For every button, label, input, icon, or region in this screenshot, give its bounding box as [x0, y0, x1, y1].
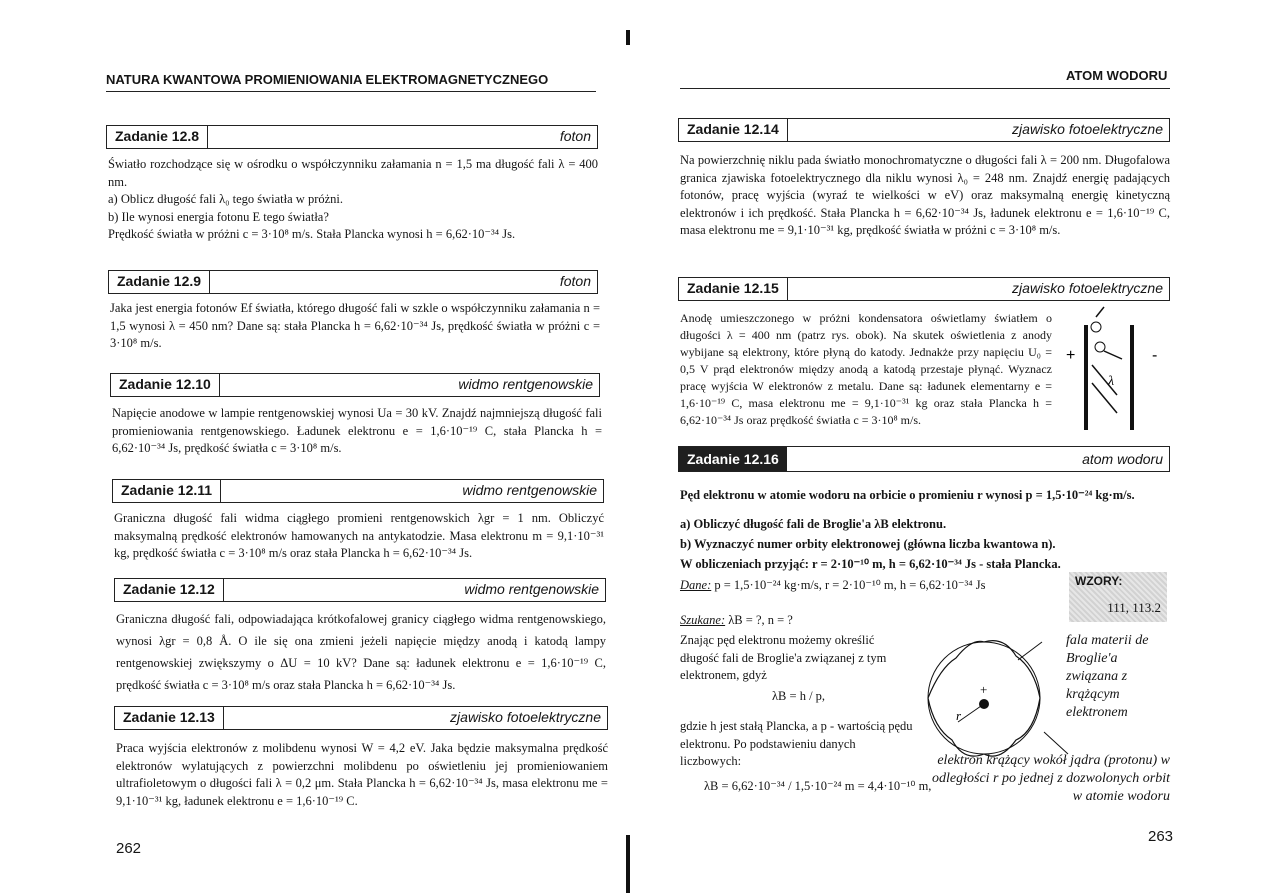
orbit-circle: [928, 642, 1040, 754]
problem-text-12-15: Anodę umieszczonego w próżni kondensatora oświetlamy światłem o długości λ = 400 nm (patrz rys. obok). Na skutek oświetlenia z anody wybijane są elektrony, które płyną do katody. Jednakże przy napięciu U₀ = 0,5 V prąd elektronów między anodą a katodą przestaje płynąć. Wyznacz pracę wyjścia W elektronów z metalu. Dane są: ładunek elementarny e = 1,6·10⁻¹⁹ C, masa elektronu me = 9,1·10⁻³¹ kg oraz stała Plancka h = 6,62·10⁻³⁴ Js oraz prędkość światła c = 3·10⁸ m/s.: [680, 311, 1052, 427]
solution-mid: gdzie h jest stałą Plancka, a p - wartością pędu elektronu. Po podstawieniu danych liczbowych:: [680, 719, 913, 768]
right-header-rule: [680, 88, 1170, 89]
radius-label: r: [956, 708, 962, 723]
given-data: Dane: p = 1,5·10⁻²⁴ kg·m/s, r = 2·10⁻¹⁰ m, h = 6,62·10⁻³⁴ Js: [680, 578, 986, 592]
problem-number: Zadanie 12.10: [111, 374, 220, 396]
formula-reference-box: [1069, 572, 1167, 622]
problem-topic: zjawisko fotoelektryczne: [1012, 280, 1163, 296]
right-page-header: ATOM WODORU: [1066, 68, 1168, 83]
problem-box-12-12: [114, 578, 606, 602]
problem-text-12-12: Graniczna długość fali, odpowiadająca krótkofalowej granicy ciągłego widma rentgenowskiego, wynosi λgr = 0,8 Å. O ile się ona zmieni jeżeli napięcie między anodą i katodą lampy rentgenowskiej zwiększymy o ΔU = 10 kV? Dane są: ładunek elektronu e = 1,6·10⁻¹⁹ C, prędkość światła c = 3·10⁸ m/s oraz stała Plancka h = 6,62·10⁻³⁴ Js.: [116, 612, 606, 692]
problem-number: Zadanie 12.15: [679, 278, 788, 300]
solution-result: λB = 6,62·10⁻³⁴ / 1,5·10⁻²⁴ m = 4,4·10⁻¹⁰ m,: [704, 779, 932, 793]
plus-sign: +: [1066, 347, 1076, 364]
left-header-rule: [106, 91, 596, 92]
left-page-number: 262: [116, 840, 142, 857]
capacitor-figure: [1062, 305, 1172, 435]
problem-box-12-11: [112, 479, 604, 503]
problem-statement-12-16: Pęd elektronu w atomie wodoru na orbicie o promieniu r wynosi p = 1,5·10⁻²⁴ kg·m/s.: [680, 488, 1135, 502]
problem-number: Zadanie 12.12: [115, 579, 224, 601]
electron-circle: [1095, 342, 1105, 352]
problem-topic: widmo rentgenowskie: [464, 581, 599, 597]
problem-text-12-14: Na powierzchnię niklu pada światło monochromatyczne o długości fali λ = 200 nm. Długofalowa granica zjawiska fotoelektrycznego dla niklu wynosi λ₀ = 248 nm. Znajdź energię padających fotonów, pracę wyjścia (wyraź te wielkości w eV) oraz maksymalną energię kinetyczną elektronów i ich prędkość. Stała Plancka h = 6,62·10⁻³⁴ Js, ładunek elektronu e = 1,6·10⁻¹⁹ C, masa elektronu me = 9,1·10⁻³¹ kg, prędkość światła w próżni c = 3·10⁸ m/s.: [680, 153, 1170, 237]
problem-number: Zadanie 12.9: [109, 271, 210, 293]
minus-sign: -: [1152, 347, 1158, 364]
problem-topic: atom wodoru: [1082, 451, 1163, 467]
gutter-mark: [626, 30, 630, 45]
electron-arrow: [1096, 307, 1104, 317]
formula-reference-label: WZORY:: [1075, 574, 1123, 588]
problem-text-12-9: Jaka jest energia fotonów Ef światła, którego długość fali w szkle o współczynniku załamania n = 1,5 wynosi λ = 450 nm? Dane są: stała Plancka h = 6,62·10⁻³⁴ Js, prędkość światła w próżni c = 3·10⁸ m/s.: [110, 301, 600, 350]
left-page-header: NATURA KWANTOWA PROMIENIOWANIA ELEKTROMAGNETYCZNEGO: [106, 72, 549, 87]
electron-pointer: [1044, 732, 1068, 754]
problem-box-12-15: [678, 277, 1170, 301]
de-broglie-formula: λB = h / p,: [772, 689, 826, 703]
problem-topic: widmo rentgenowskie: [458, 376, 593, 392]
unknowns: Szukane: λB = ?, n = ?: [680, 613, 793, 627]
problem-box-12-9: [108, 270, 598, 294]
problem-number: Zadanie 12.13: [115, 707, 224, 729]
problem-box-12-16: [678, 446, 1170, 472]
hydrogen-atom-figure: [918, 628, 1078, 768]
wave-pointer: [1018, 642, 1042, 660]
problem-topic: zjawisko fotoelektryczne: [450, 709, 601, 725]
problem-number: Zadanie 12.8: [107, 126, 208, 148]
problem-text-12-11: Graniczna długość fali widma ciągłego promieni rentgenowskich λgr = 1 nm. Obliczyć maksymalną prędkość elektronów hamowanych na antykatodzie. Masa elektronu m = 9,1·10⁻³¹ kg, prędkość światła c = 3·10⁸ m/s oraz stała Plancka h = 6,62·10⁻³⁴ Js.: [114, 511, 604, 560]
problem-questions-12-16: a) Obliczyć długość fali de Broglie'a λB elektronu. b) Wyznaczyć numer orbity elektronowej (główna liczba kwantowa n). W obliczeniach przyjąć: r = 2·10⁻¹⁰ m, h = 6,62·10⁻³⁴ Js - stała Plancka.: [680, 517, 1061, 571]
nucleus-plus: +: [980, 682, 988, 697]
nucleus: [979, 699, 989, 709]
formula-reference-value: 111, 113.2: [1107, 600, 1161, 615]
problem-number: Zadanie 12.11: [113, 480, 221, 502]
radius-line: [958, 706, 981, 722]
gutter-mark: [626, 835, 630, 893]
problem-topic: zjawisko fotoelektryczne: [1012, 121, 1163, 137]
problem-number: Zadanie 12.16: [679, 447, 787, 471]
solution-intro: Znając pęd elektronu możemy określić długość fali de Broglie'a związanej z tym elektronem, gdyż: [680, 633, 887, 682]
problem-topic: foton: [559, 273, 591, 289]
problem-text-12-8: Światło rozchodzące się w ośrodku o współczynniku załamania n = 1,5 ma długość fali λ = 400 nm. a) Oblicz długość fali λ₀ tego światła w próżni. b) Ile wynosi energia fotonu E tego światła? Prędkość światła w próżni c = 3·10⁸ m/s. Stała Plancka wynosi h = 6,62·10⁻³⁴ Js.: [108, 157, 598, 241]
electron-orbit-caption: elektron krążący wokół jądra (protonu) w odległości r po jednej z dozwolonych orbit w atomie wodoru: [932, 753, 1170, 804]
matter-wave-caption: fala materii de Broglie'a związana z krążącym elektronem: [1066, 633, 1149, 720]
problem-box-12-10: [110, 373, 600, 397]
lambda-label: λ: [1108, 374, 1115, 389]
problem-text-12-13: Praca wyjścia elektronów z molibdenu wynosi W = 4,2 eV. Jaka będzie maksymalna prędkość elektronów wylatujących z powierzchni molibdenu po oświetleniu jej promieniowaniem ultrafioletowym o długości fali λ = 0,2 μm. Stała Plancka h = 6,62·10⁻³⁴ Js, masa elektronu me = 9,1·10⁻³¹ kg, ładunek elektronu e = 1,6·10⁻¹⁹ C.: [116, 741, 608, 808]
electron-circle: [1091, 322, 1101, 332]
problem-topic: widmo rentgenowskie: [462, 482, 597, 498]
problem-box-12-13: [114, 706, 608, 730]
problem-number: Zadanie 12.14: [679, 119, 788, 141]
electron-arrow: [1104, 351, 1122, 359]
problem-box-12-8: [106, 125, 598, 149]
right-page-number: 263: [1148, 828, 1174, 845]
problem-text-12-10: Napięcie anodowe w lampie rentgenowskiej wynosi Ua = 30 kV. Znajdź najmniejszą długość fali promieniowania rentgenowskiego. Ładunek elektronu e = 1,6·10⁻¹⁹ C, stała Plancka h = 6,62·10⁻³⁴ Js, prędkość światła c = 3·10⁸ m/s.: [112, 406, 602, 455]
problem-box-12-14: [678, 118, 1170, 142]
problem-topic: foton: [559, 128, 591, 144]
